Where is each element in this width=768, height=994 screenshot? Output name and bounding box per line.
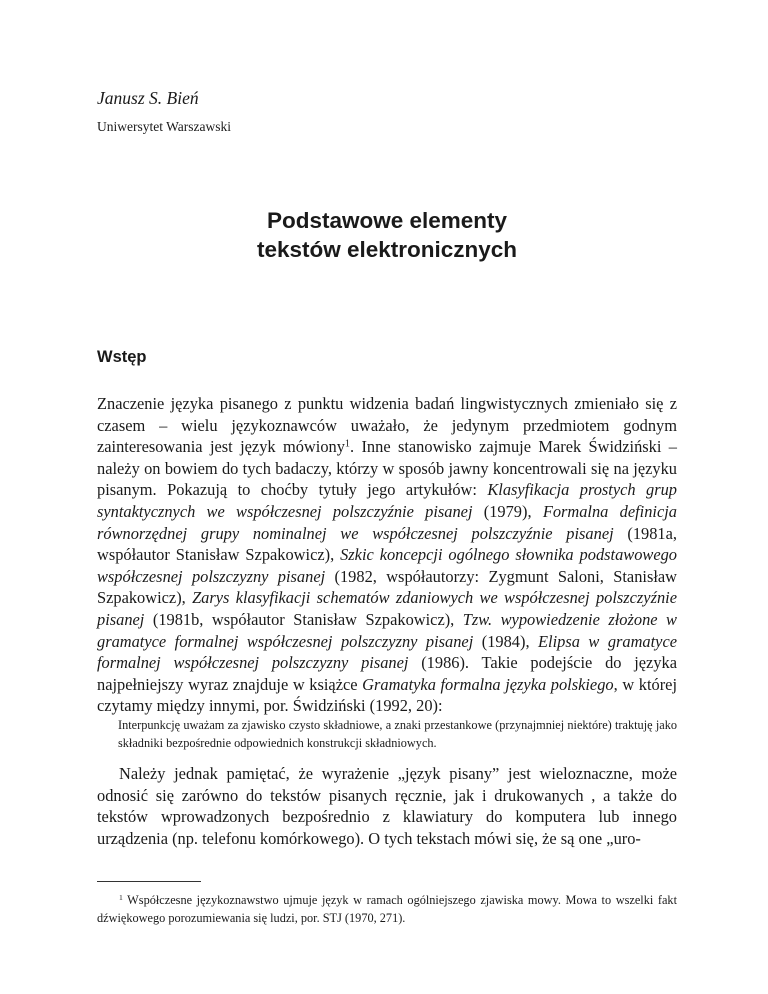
- text-run: . Inne stanowisko zajmuje Marek Świdziński – należy on bowiem do tych badaczy, którzy w sposób jawny koncentrowali się na języku pisanym. Pokazują to choćby tytuły jego artykułów:: [97, 437, 677, 500]
- text-run: (1984),: [473, 631, 539, 651]
- cited-title: Tzw. wypowiedzenie złożone w gramatyce formalnej współczesnej polszczyzny pisanej: [97, 609, 677, 651]
- cited-title: Elipsa w gramatyce formalnej współczesnej polszczyzny pisanej: [97, 631, 677, 673]
- text-run: (1979),: [472, 501, 543, 521]
- footnote-divider: [97, 881, 201, 882]
- footnote-marker: 1: [119, 892, 123, 902]
- text-run: (1981b, współautor Stanisław Szpakowicz),: [144, 609, 463, 629]
- author-name: Janusz S. Bień: [97, 88, 199, 108]
- text-run: , w której czytamy między innymi, por. Świdziński (1992, 20):: [97, 674, 677, 716]
- text-run: (1981a, współautor Stanisław Szpakowicz),: [97, 523, 677, 565]
- page-title: [97, 206, 677, 264]
- text-run: Znaczenie języka pisanego z punktu widzenia badań lingwistycznych zmieniało się z czasem – wielu językoznawców uważało, że jedynym przedmiotem godnym zainteresowania jest język mówiony: [97, 394, 677, 457]
- footnote-text: Współczesne językoznawstwo ujmuje język w ramach ogólniejszego zjawiska mowy. Mowa to wszelki fakt dźwiękowego porozumiewania się ludzi, por. STJ (1970, 271).: [97, 893, 677, 925]
- body-paragraph-2: Należy jednak pamiętać, że wyrażenie „język pisany” jest wieloznaczne, może odnosić się zarówno do tekstów pisanych ręcznie, jak i drukowanych , a także do tekstów wprowadzonych bezpośrednio z klawiatury do komputera lub innego urządzenia (np. telefonu komórkowego). O tych tekstach mówi się, że są one „uro-: [97, 764, 677, 848]
- footnote-ref[interactable]: 1: [344, 438, 350, 450]
- title-line-1: Podstawowe elementy: [266, 208, 508, 233]
- footnote: [97, 891, 677, 927]
- text-run: (1982, współautorzy: Zygmunt Saloni, Stanisław Szpakowicz),: [97, 566, 678, 608]
- cited-title: Gramatyka formalna języka polskiego: [362, 674, 614, 694]
- title-line-2: tekstów elektronicznych: [256, 237, 518, 262]
- cited-title: Klasyfikacja prostych grup syntaktycznych we współczesnej polszczyźnie pisanej: [97, 480, 677, 521]
- cited-title: Formalna definicja równorzędnej grupy nominalnej we współczesnej polszczyźnie pisanej: [97, 501, 677, 543]
- body-paragraph-1: [97, 393, 677, 717]
- section-heading: Wstęp: [97, 348, 147, 366]
- cited-title: Zarys klasyfikacji schematów zdaniowych we współczesnej polszczyźnie pisanej: [97, 588, 677, 629]
- block-quote: Interpunkcję uważam za zjawisko czysto składniowe, a znaki przestankowe (przynajmniej niektóre) traktuję jako składniki bezpośrednie odpowiednich konstrukcji składniowych.: [118, 718, 677, 750]
- text-run: (1986). Takie podejście do języka najpełniejszy wyraz znajduje w książce: [97, 653, 677, 694]
- cited-title: Szkic koncepcji ogólnego słownika podstawowego współczesnej polszczyzny pisanej: [97, 545, 677, 586]
- author-affiliation: Uniwersytet Warszawski: [97, 119, 232, 134]
